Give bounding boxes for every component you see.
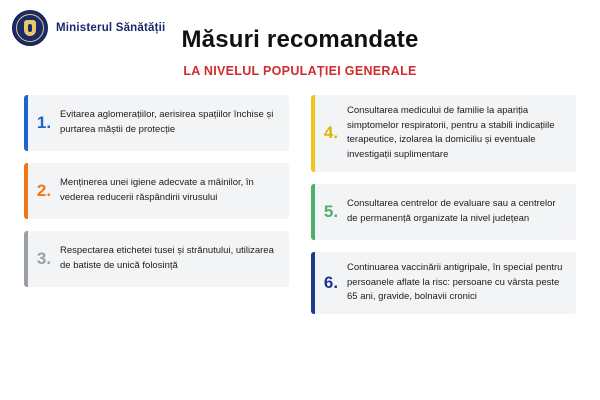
measure-text: Consultarea centrelor de evaluare sau a centrelor de permanență organizate la nivel județean [347,198,556,224]
measure-card [24,231,289,287]
ministry-name: Ministerul Sănătății [56,22,166,34]
measure-number: 6. [323,272,339,292]
measures-columns [24,95,576,314]
measure-number: 5. [323,201,339,221]
measure-card [24,95,289,151]
page-subtitle: LA NIVELUL POPULAȚIEI GENERALE [183,64,417,78]
measure-text: Respectarea etichetei tusei și strănutului, utilizarea de batiste de unică folosință [60,245,274,271]
left-column [24,95,289,314]
measure-card [311,184,576,240]
measure-text: Continuarea vaccinării antigripale, în special pentru persoanele aflate la risc: persoane cu vârsta peste 65 ani, gravide, bolnavii cronici [347,261,563,303]
measure-number: 1. [36,113,52,132]
measure-number: 4. [323,123,339,143]
measure-card [24,163,289,219]
measure-card [311,95,576,172]
measure-number: 3. [36,249,52,268]
measure-text: Menținerea unei igiene adecvate a mâinilor, în vederea reducerii răspândirii virusului [60,177,254,203]
right-column [311,95,576,314]
measure-card [311,252,576,314]
measure-text: Consultarea medicului de familie la apariția simptomelor respiratorii, pentru a stabili indicațiile terapeutice, izolarea la domiciliu și eventuale investigații suplimentare [347,105,555,161]
measure-text: Evitarea aglomerațiilor, aerisirea spațiilor închise și purtarea măștii de protecție [60,109,274,135]
measure-number: 2. [36,181,52,200]
page-title: Măsuri recomandate [181,26,419,53]
